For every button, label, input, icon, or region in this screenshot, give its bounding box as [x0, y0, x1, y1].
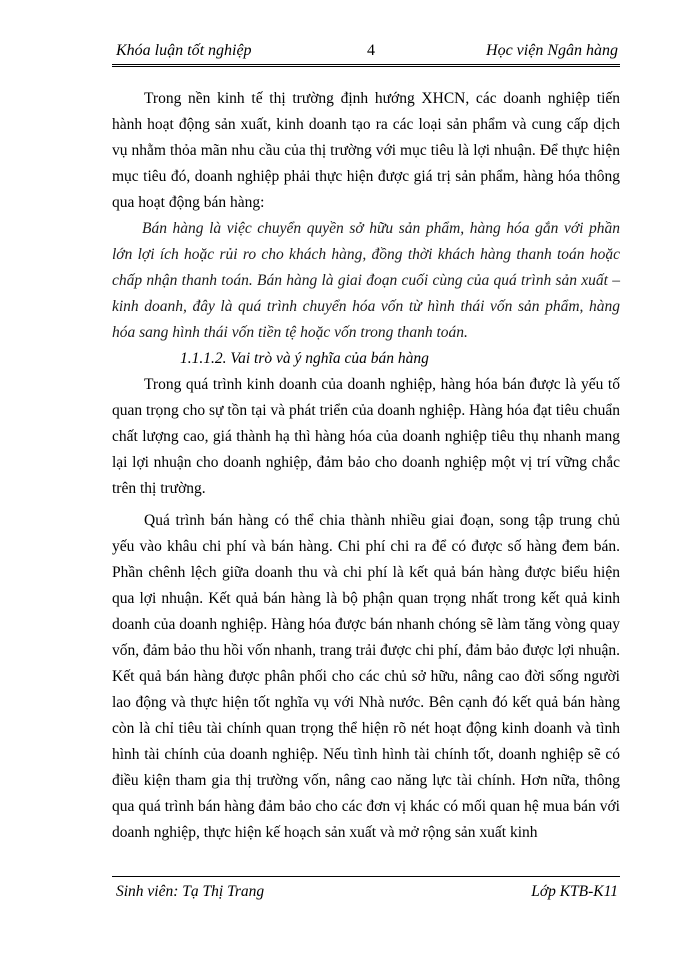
paragraph-role: Trong quá trình kinh doanh của doanh nghiệp, hàng hóa bán được là yếu tố quan trọng cho sự tồn tại và phát triển của doanh nghiệp. Hàng hóa đạt tiêu chuẩn chất lượng cao, giá thành hạ thì hàng hóa của doanh nghiệp tiêu thụ nhanh mang lại lợi nhuận cho doanh nghiệp, đảm bảo cho doanh nghiệp một vị trí vững chắc trên thị trường. [112, 376, 620, 497]
footer-student: Sinh viên: Tạ Thị Trang [116, 883, 265, 900]
page-body [112, 86, 620, 846]
header-institution: Học viện Ngân hàng [486, 42, 618, 59]
paragraph-process: Quá trình bán hàng có thể chia thành nhiều giai đoạn, song tập trung chủ yếu vào khâu chi phí và bán hàng. Chi phí chi ra để có được số hàng đem bán. Phần chênh lệch giữa doanh thu và chi phí là kết quả bán hàng được biểu hiện qua lợi nhuận. Kết quả bán hàng là bộ phận quan trọng nhất trong kết quả kinh doanh của doanh nghiệp. Hàng hóa được bán nhanh chóng sẽ làm tăng vòng quay vốn, đảm bảo thu hồi vốn nhanh, trang trải được chi phí, đảm bảo được lợi nhuận. Kết quả bán hàng được phân phối cho các chủ sở hữu, nâng cao đời sống người lao động và thực hiện tốt nghĩa vụ với Nhà nước. Bên cạnh đó kết quả bán hàng còn là chỉ tiêu tài chính quan trọng thể hiện rõ nét hoạt động kinh doanh và tình hình tài chính của doanh nghiệp. Nếu tình hình tài chính tốt, doanh nghiệp sẽ có điều kiện tham gia thị trường vốn, nâng cao năng lực tài chính. Hơn nữa, thông qua quá trình bán hàng đảm bảo cho các đơn vị khác có mối quan hệ mua bán với doanh nghiệp, thực hiện kế hoạch sản xuất và mở rộng sản xuất kinh [112, 512, 621, 841]
page-footer [112, 876, 620, 907]
definition-quote: Bán hàng là việc chuyển quyền sở hữu sản phẩm, hàng hóa gắn với phần lớn lợi ích hoặc rủi ro cho khách hàng, đồng thời khách hàng thanh toán hoặc chấp nhận thanh toán. Bán hàng là giai đoạn cuối cùng của quá trình sản xuất – kinh doanh, đây là quá trình chuyển hóa vốn từ hình thái vốn sản phẩm, hàng hóa sang hình thái vốn tiền tệ hoặc vốn trong thanh toán. [112, 220, 620, 341]
page-number: 4 [367, 42, 375, 59]
paragraph-intro: Trong nền kinh tế thị trường định hướng XHCN, các doanh nghiệp tiến hành hoạt động sản xuất, kinh doanh tạo ra các loại sản phẩm và cung cấp dịch vụ nhằm thỏa mãn nhu cầu của thị trường với mục tiêu là lợi nhuận. Để thực hiện mục tiêu đó, doanh nghiệp phải thực hiện được giá trị sản phẩm, hàng hóa thông qua hoạt động bán hàng: [112, 90, 620, 211]
section-heading: 1.1.1.2. Vai trò và ý nghĩa của bán hàng [180, 350, 429, 367]
footer-class: Lớp KTB-K11 [531, 883, 618, 900]
header-thesis-title: Khóa luận tốt nghiệp [116, 42, 252, 59]
page-header [112, 38, 620, 67]
